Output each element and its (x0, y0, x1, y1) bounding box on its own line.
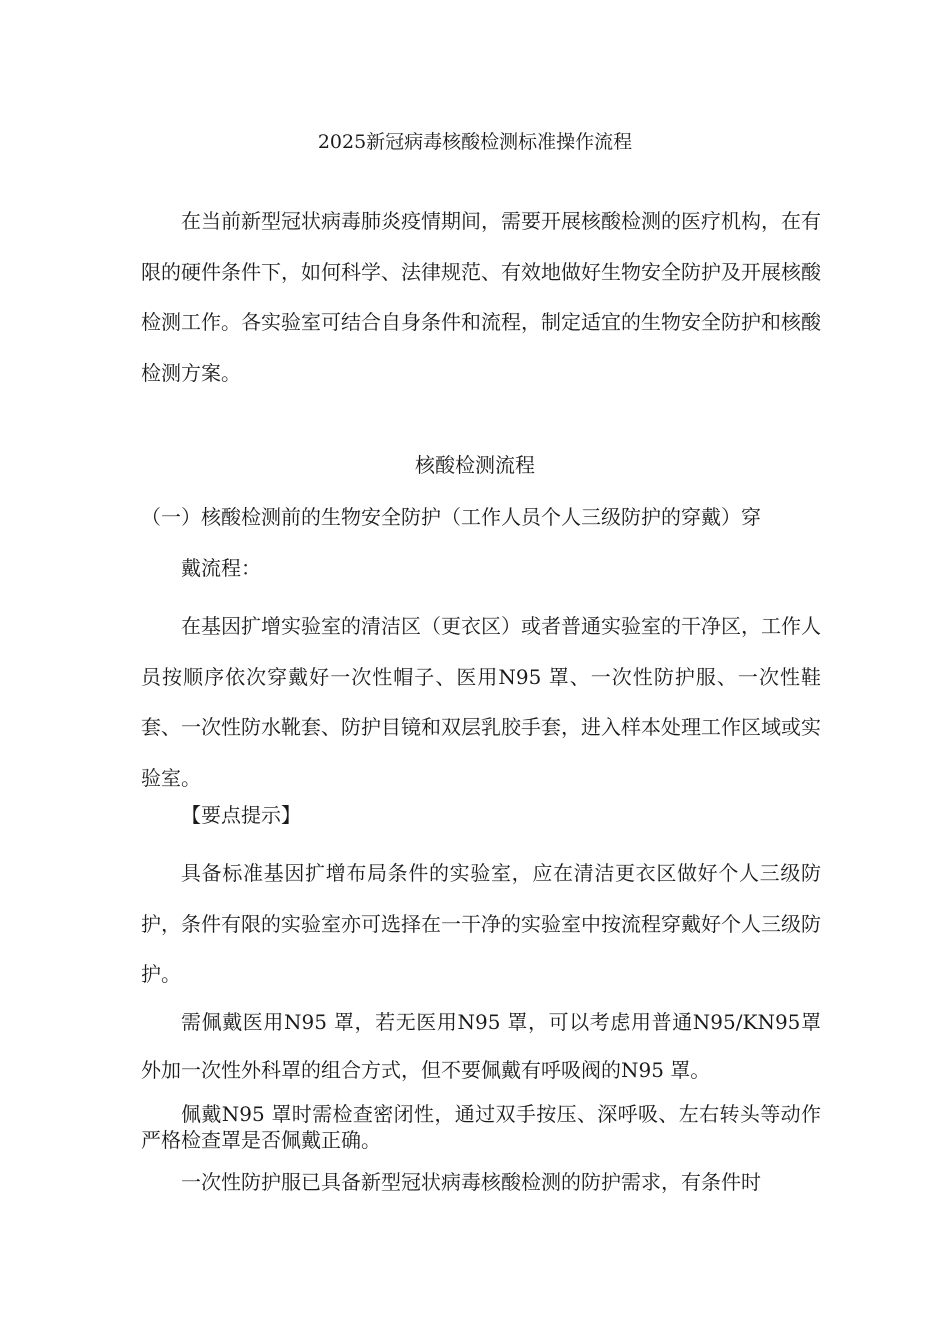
section-title: 核酸检测流程 (415, 453, 535, 477)
tip-paragraph-1: 具备标准基因扩增布局条件的实验室，应在清洁更衣区做好个人三级防护，条件有限的实验室亦可选择在一干净的实验室中按流程穿戴好个人三级防护。 (141, 861, 821, 986)
subsection-heading: （一）核酸检测前的生物安全防护（工作人员个人三级防护的穿戴）穿 (141, 505, 761, 529)
subsection-heading-continued: 戴流程： (181, 556, 261, 580)
tip-paragraph-2: 需佩戴医用N95 罩，若无医用N95 罩，可以考虑用普通N95/KN95罩外加一次性外科罩的组合方式，但不要佩戴有呼吸阀的N95 罩。 (141, 1010, 821, 1082)
tips-label: 【要点提示】 (181, 803, 301, 827)
body-paragraph-1: 在基因扩增实验室的清洁区（更衣区）或者普通实验室的干净区，工作人员按顺序依次穿戴好一次性帽子、医用N95 罩、一次性防护服、一次性鞋套、一次性防水靴套、防护目镜和双层乳胶手套，进入样本处理工作区域或实验室。 (141, 614, 821, 790)
document-title: 2025新冠病毒核酸检测标准操作流程 (317, 131, 633, 153)
tip-paragraph-3: 佩戴N95 罩时需检查密闭性，通过双手按压、深呼吸、左右转头等动作严格检查罩是否佩戴正确。 (141, 1102, 821, 1152)
tip-paragraph-4: 一次性防护服已具备新型冠状病毒核酸检测的防护需求，有条件时 (181, 1170, 761, 1194)
intro-paragraph: 在当前新型冠状病毒肺炎疫情期间，需要开展核酸检测的医疗机构，在有限的硬件条件下，如何科学、法律规范、有效地做好生物安全防护及开展核酸检测工作。各实验室可结合自身条件和流程，制定适宜的生物安全防护和核酸检测方案。 (141, 209, 821, 385)
